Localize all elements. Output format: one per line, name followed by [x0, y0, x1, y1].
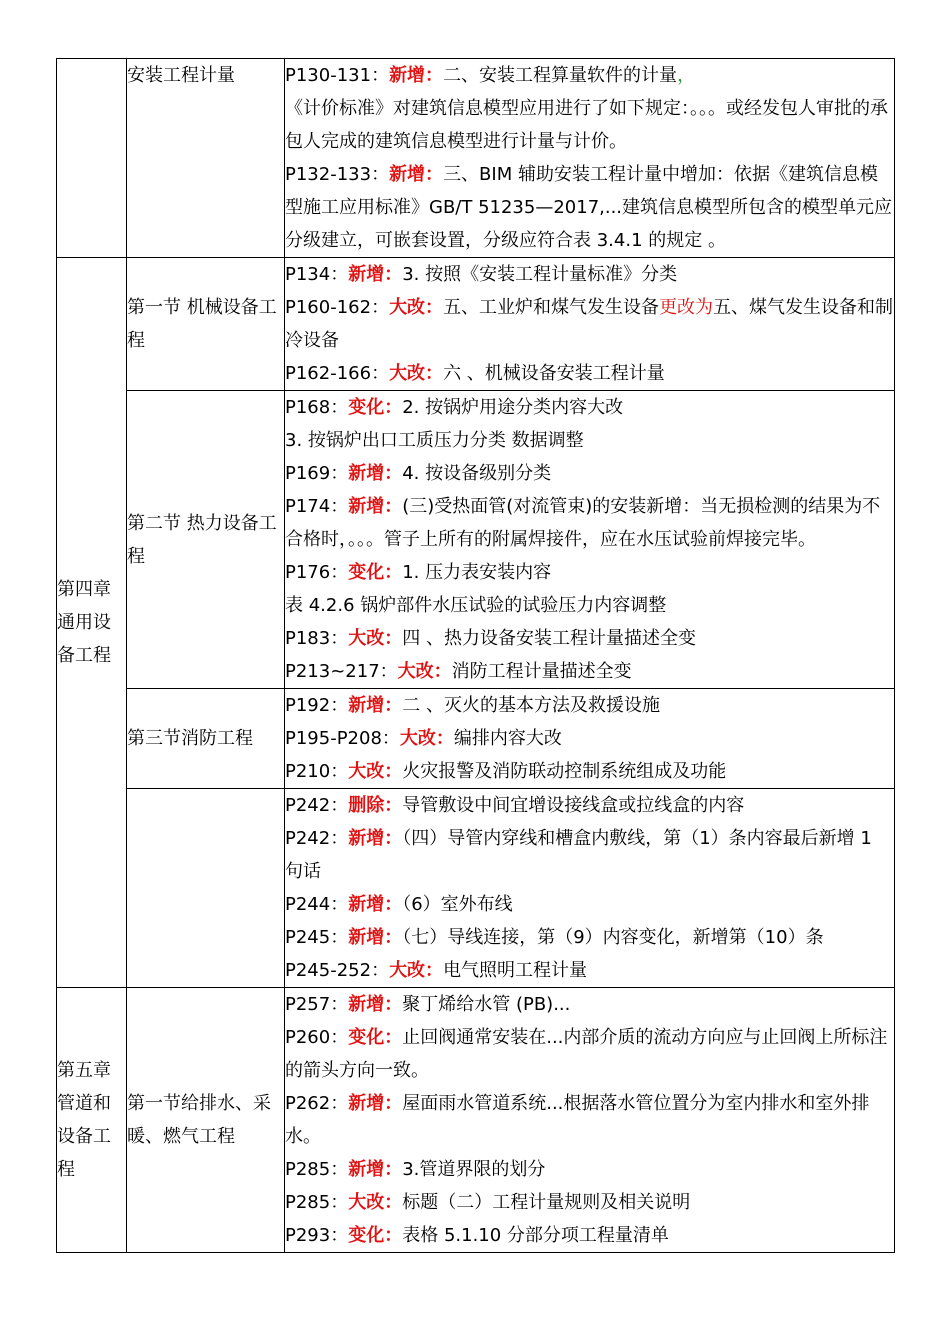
change-type: 变化：: [348, 397, 403, 418]
page-ref: P257：: [285, 994, 349, 1015]
page-ref: P174：: [285, 496, 349, 517]
change-line: [285, 424, 894, 457]
section-cell: 第二节 热力设备工程: [127, 391, 285, 689]
changes-cell: [285, 689, 895, 789]
change-type: 新增：: [348, 695, 403, 716]
change-type: 删除：: [348, 795, 403, 816]
change-type: 新增：: [348, 1093, 403, 1114]
change-line: [285, 158, 894, 257]
change-highlight: 更改为: [659, 297, 714, 318]
change-type: 大改：: [348, 1192, 403, 1213]
change-line: [285, 789, 894, 822]
table-row: [57, 391, 895, 689]
page-ref: P176：: [285, 562, 349, 583]
change-text: 火灾报警及消防联动控制系统组成及功能: [402, 761, 727, 782]
change-line: [285, 1087, 894, 1153]
change-type: 新增：: [348, 894, 403, 915]
change-type: 新增：: [348, 496, 403, 517]
change-type: 新增：: [348, 927, 403, 948]
change-text: （四）导管内穿线和槽盒内敷线，第（1）条内容最后新增 1 句话: [285, 828, 872, 882]
change-type: 新增：: [389, 65, 444, 86]
change-line: [285, 1153, 894, 1186]
page-ref: P242：: [285, 795, 349, 816]
change-line: [285, 921, 894, 954]
change-type: 大改：: [389, 363, 444, 384]
change-type: 新增：: [348, 1159, 403, 1180]
page-ref: P162-166：: [285, 363, 390, 384]
change-text: 2. 按锅炉用途分类内容大改: [402, 397, 624, 418]
change-line: [285, 1186, 894, 1219]
change-text: 聚丁烯给水管 (PB)...: [402, 994, 571, 1015]
change-text: （七）导线连接，第（9）内容变化，新增第（10）条: [402, 927, 824, 948]
change-text: 电气照明工程计量: [443, 960, 588, 981]
changes-cell: [285, 391, 895, 689]
change-line: [285, 1219, 894, 1252]
page-ref: P285：: [285, 1192, 349, 1213]
change-text: (三)受热面管(对流管束)的安装新增：当无损检测的结果为不合格时，。。。管子上所有的附属焊接件，应在水压试验前焊接完毕。: [285, 496, 881, 550]
change-line: [285, 357, 894, 390]
change-line: [285, 391, 894, 424]
changes-cell: [285, 789, 895, 988]
change-text: 3.管道界限的划分: [402, 1159, 546, 1180]
change-line: [285, 490, 894, 556]
table-row: [57, 988, 895, 1253]
change-text: 表 4.2.6 锅炉部件水压试验的试验压力内容调整: [285, 595, 667, 616]
page-ref: P134：: [285, 264, 349, 285]
change-line: [285, 622, 894, 655]
change-text: 《计价标准》对建筑信息模型应用进行了如下规定：。。。或经发包人审批的承包人完成的建筑信息模型进行计量与计价。: [285, 98, 888, 152]
section-cell: 第三节消防工程: [127, 689, 285, 789]
page-ref: P213~217：: [285, 661, 398, 682]
change-line: [285, 589, 894, 622]
change-text: 二 、灭火的基本方法及救援设施: [402, 695, 660, 716]
page-ref: P244：: [285, 894, 349, 915]
change-type: 大改：: [399, 728, 454, 749]
change-text: （6）室外布线: [402, 894, 513, 915]
chapter-cell: 第四章通用设备工程: [57, 258, 127, 988]
change-mark: ，: [677, 65, 696, 86]
change-type: 变化：: [348, 1027, 403, 1048]
change-text: 3. 按照《安装工程计量标准》分类: [402, 264, 678, 285]
page-ref: P245-252：: [285, 960, 390, 981]
table-row: [57, 689, 895, 789]
change-type: 大改：: [348, 761, 403, 782]
change-text: 4. 按设备级别分类: [402, 463, 552, 484]
change-line: [285, 258, 894, 291]
page-ref: P132-133：: [285, 164, 390, 185]
table-row: [57, 59, 895, 258]
change-text: 二、安装工程算量软件的计量: [443, 65, 678, 86]
page-ref: P285：: [285, 1159, 349, 1180]
change-type: 新增：: [348, 994, 403, 1015]
change-line: [285, 92, 894, 158]
change-text: 1. 压力表安装内容: [402, 562, 552, 583]
change-text: 编排内容大改: [453, 728, 562, 749]
change-type: 变化：: [348, 1225, 403, 1246]
section-cell: 第一节 机械设备工程: [127, 258, 285, 391]
change-type: 大改：: [397, 661, 452, 682]
change-line: [285, 822, 894, 888]
change-line: [285, 888, 894, 921]
change-line: [285, 291, 894, 357]
table-row: [57, 789, 895, 988]
chapter-cell: 第五章管道和设备工程: [57, 988, 127, 1253]
page-ref: P130-131：: [285, 65, 390, 86]
change-table: [56, 58, 895, 1253]
page-ref: P210：: [285, 761, 349, 782]
change-text: 五、煤气发生设备和制冷设备: [285, 297, 894, 351]
changes-cell: [285, 988, 895, 1253]
change-type: 大改：: [389, 297, 444, 318]
change-text: 四 、热力设备安装工程计量描述全变: [402, 628, 696, 649]
changes-cell: [285, 59, 895, 258]
table-row: [57, 258, 895, 391]
page-ref: P183：: [285, 628, 349, 649]
page-ref: P160-162：: [285, 297, 390, 318]
page-ref: P242：: [285, 828, 349, 849]
change-line: [285, 689, 894, 722]
change-text: 导管敷设中间宜增设接线盒或拉线盒的内容: [402, 795, 745, 816]
change-line: [285, 954, 894, 987]
change-type: 大改：: [389, 960, 444, 981]
change-line: [285, 556, 894, 589]
chapter-cell: [57, 59, 127, 258]
change-line: [285, 1021, 894, 1087]
page-ref: P293：: [285, 1225, 349, 1246]
page-ref: P195-P208：: [285, 728, 400, 749]
section-cell: 安装工程计量: [127, 59, 285, 258]
change-line: [285, 988, 894, 1021]
change-line: [285, 755, 894, 788]
page-ref: P192：: [285, 695, 349, 716]
change-type: 新增：: [348, 828, 403, 849]
change-text: 六 、机械设备安装工程计量: [443, 363, 665, 384]
page-ref: P262：: [285, 1093, 349, 1114]
change-type: 新增：: [348, 463, 403, 484]
change-text: 表格 5.1.10 分部分项工程量清单: [402, 1225, 669, 1246]
section-cell: 第一节给排水、采暖、燃气工程: [127, 988, 285, 1253]
change-text: 屋面雨水管道系统...根据落水管位置分为室内排水和室外排水。: [285, 1093, 870, 1147]
page-ref: P168：: [285, 397, 349, 418]
change-text: 三、BIM 辅助安装工程计量中增加：依据《建筑信息模型施工应用标准》GB/T 51235—2017,...建筑信息模型所包含的模型单元应分级建立，可嵌套设置，分级应符合表 3.4.1 的规定 。: [285, 164, 893, 251]
change-type: 变化：: [348, 562, 403, 583]
change-line: [285, 59, 894, 92]
change-text: 标题（二）工程计量规则及相关说明: [402, 1192, 691, 1213]
change-text: 五、工业炉和煤气发生设备: [443, 297, 660, 318]
changes-cell: [285, 258, 895, 391]
change-type: 新增：: [389, 164, 444, 185]
change-type: 新增：: [348, 264, 403, 285]
page-ref: P260：: [285, 1027, 349, 1048]
change-text: 消防工程计量描述全变: [451, 661, 632, 682]
page-ref: P245：: [285, 927, 349, 948]
change-text: 止回阀通常安装在...内部介质的流动方向应与止回阀上所标注的箭头方向一致。: [285, 1027, 888, 1081]
change-line: [285, 457, 894, 490]
change-line: [285, 655, 894, 688]
section-cell: [127, 789, 285, 988]
change-text: 3. 按锅炉出口工质压力分类 数据调整: [285, 430, 584, 451]
page-ref: P169：: [285, 463, 349, 484]
change-line: [285, 722, 894, 755]
change-type: 大改：: [348, 628, 403, 649]
